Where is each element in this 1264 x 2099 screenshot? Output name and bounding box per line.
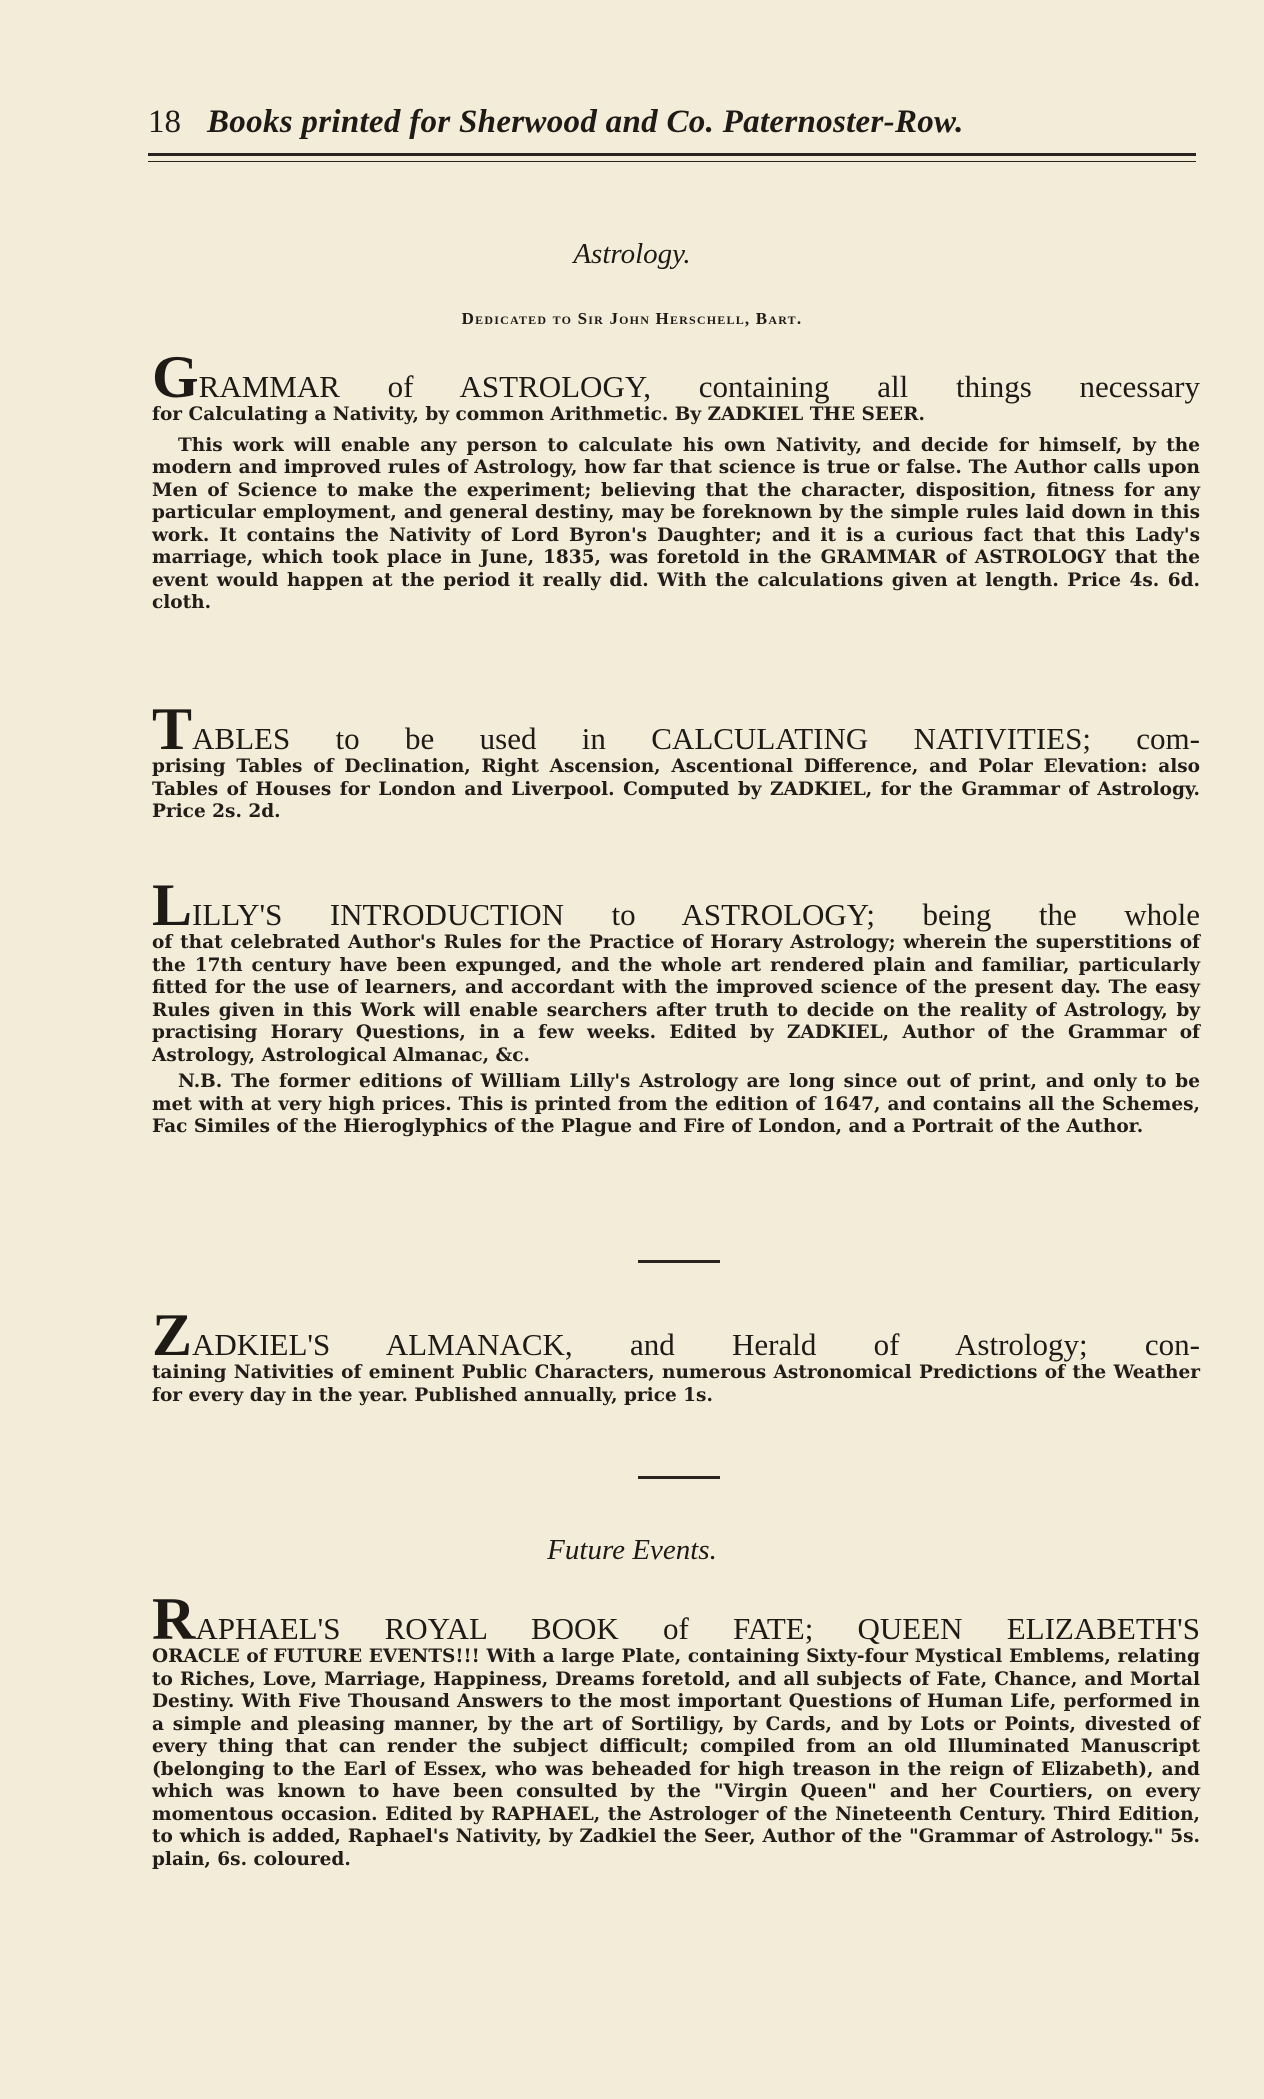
drop-cap: Z [152, 1302, 193, 1368]
divider [638, 1260, 720, 1263]
entry-grammar [152, 344, 1200, 615]
entry-heading-text: APHAEL'S ROYAL BOOK of FATE; QUEEN ELIZABETH'S [195, 1611, 1200, 1646]
entry-heading [152, 1302, 1200, 1368]
entry-heading [152, 344, 1200, 410]
entry-paragraph: prising Tables of Declination, Right Ascension, Ascentional Difference, and Polar Elevation: also Tables of Houses for London and Liverpool. Computed by ZADKIEL, for the Grammar of Astrology. Price 2s. 2d. [152, 756, 1200, 822]
entry-heading [152, 872, 1200, 938]
entry-paragraph: for Calculating a Nativity, by common Arithmetic. By ZADKIEL THE SEER. [152, 404, 925, 425]
dedication: Dedicated to Sir John Herschell, Bart. [461, 309, 803, 328]
page-number: 18 [148, 104, 181, 140]
drop-cap: T [152, 696, 193, 762]
entry-paragraph: taining Nativities of eminent Public Characters, numerous Astronomical Predictions of the Weather for every day in the year. Published annually, price 1s. [152, 1362, 1200, 1406]
entry-heading-text: ADKIEL'S ALMANACK, and Herald of Astrology; con- [192, 1327, 1200, 1362]
header-rule-thick [148, 153, 1196, 156]
running-header [148, 104, 1188, 141]
header-title: Books printed for Sherwood and Co. Paternoster-Row. [207, 104, 964, 140]
entry-zadkiel [152, 1302, 1200, 1407]
entry-heading [152, 696, 1200, 762]
header-rule-thin [148, 161, 1196, 162]
divider [638, 1476, 720, 1479]
entry-heading-text: RAMMAR of ASTROLOGY, containing all things necessary [198, 369, 1200, 404]
entry-tables [152, 696, 1200, 824]
entry-heading-text: ABLES to be used in CALCULATING NATIVITIES; com- [192, 721, 1200, 756]
entry-paragraph: N.B. The former editions of William Lilly's Astrology are long since out of print, and only to be met with at very high prices. This is printed from the edition of 1647, and contains all the Schemes, Fac Similes of the Hieroglyphics of the Plague and Fire of London, and a Portrait of the Author. [152, 1071, 1200, 1137]
entry-lilly [152, 872, 1200, 1139]
drop-cap: R [152, 1586, 196, 1652]
entry-raphael [152, 1586, 1200, 1871]
entry-paragraph: ORACLE of FUTURE EVENTS!!! With a large Plate, containing Sixty-four Mystical Emblems, relating to Riches, Love, Marriage, Happiness, Dreams foretold, and all subjects of Fate, Chance, and Mortal Destiny. With Five Thousand Answers to the most important Questions of Human Life, performed in a simple and pleasing manner, by the art of Sortiligy, by Cards, and by Lots or Points, divested of every thing that can render the subject difficult; compiled from an old Illuminated Manuscript (belonging to the Earl of Essex, who was beheaded for high treason in the reign of Elizabeth), and which was known to have been consulted by the "Virgin Queen" and her Courtiers, on every momentous occasion. Edited by RAPHAEL, the Astrologer of the Nineteenth Century. Third Edition, to which is added, Raphael's Nativity, by Zadkiel the Seer, Author of the "Grammar of Astrology." 5s. plain, 6s. coloured. [152, 1646, 1200, 1870]
entry-heading-text: ILLY'S INTRODUCTION to ASTROLOGY; being the whole [192, 897, 1200, 932]
entry-paragraph: of that celebrated Author's Rules for the Practice of Horary Astrology; wherein the superstitions of the 17th century have been expunged, and the whole art rendered plain and familiar, particularly fitted for the use of learners, and accordant with the improved science of the present day. The easy Rules given in this Work will enable searchers after truth to decide on the reality of Astrology, by practising Horary Questions, in a few weeks. Edited by ZADKIEL, Author of the Grammar of Astrology, Astrological Almanac, &c. [152, 932, 1200, 1066]
drop-cap: L [152, 872, 193, 938]
drop-cap: G [152, 344, 199, 410]
section-heading-astrology: Astrology. [573, 238, 691, 270]
entry-paragraph: This work will enable any person to calculate his own Nativity, and decide for himself, by the modern and improved rules of Astrology, how far that science is true or false. The Author calls upon Men of Science to make the experiment; believing that the character, disposition, fitness for any particular employment, and general destiny, may be foreknown by the simple rules laid down in this work. It contains the Nativity of Lord Byron's Daughter; and it is a curious fact that this Lady's marriage, which took place in June, 1835, was foretold in the GRAMMAR of ASTROLOGY that the event would happen at the period it really did. With the calculations given at length. Price 4s. 6d. cloth. [152, 434, 1200, 613]
entry-heading [152, 1586, 1200, 1652]
section-heading-future-events: Future Events. [547, 1534, 717, 1566]
